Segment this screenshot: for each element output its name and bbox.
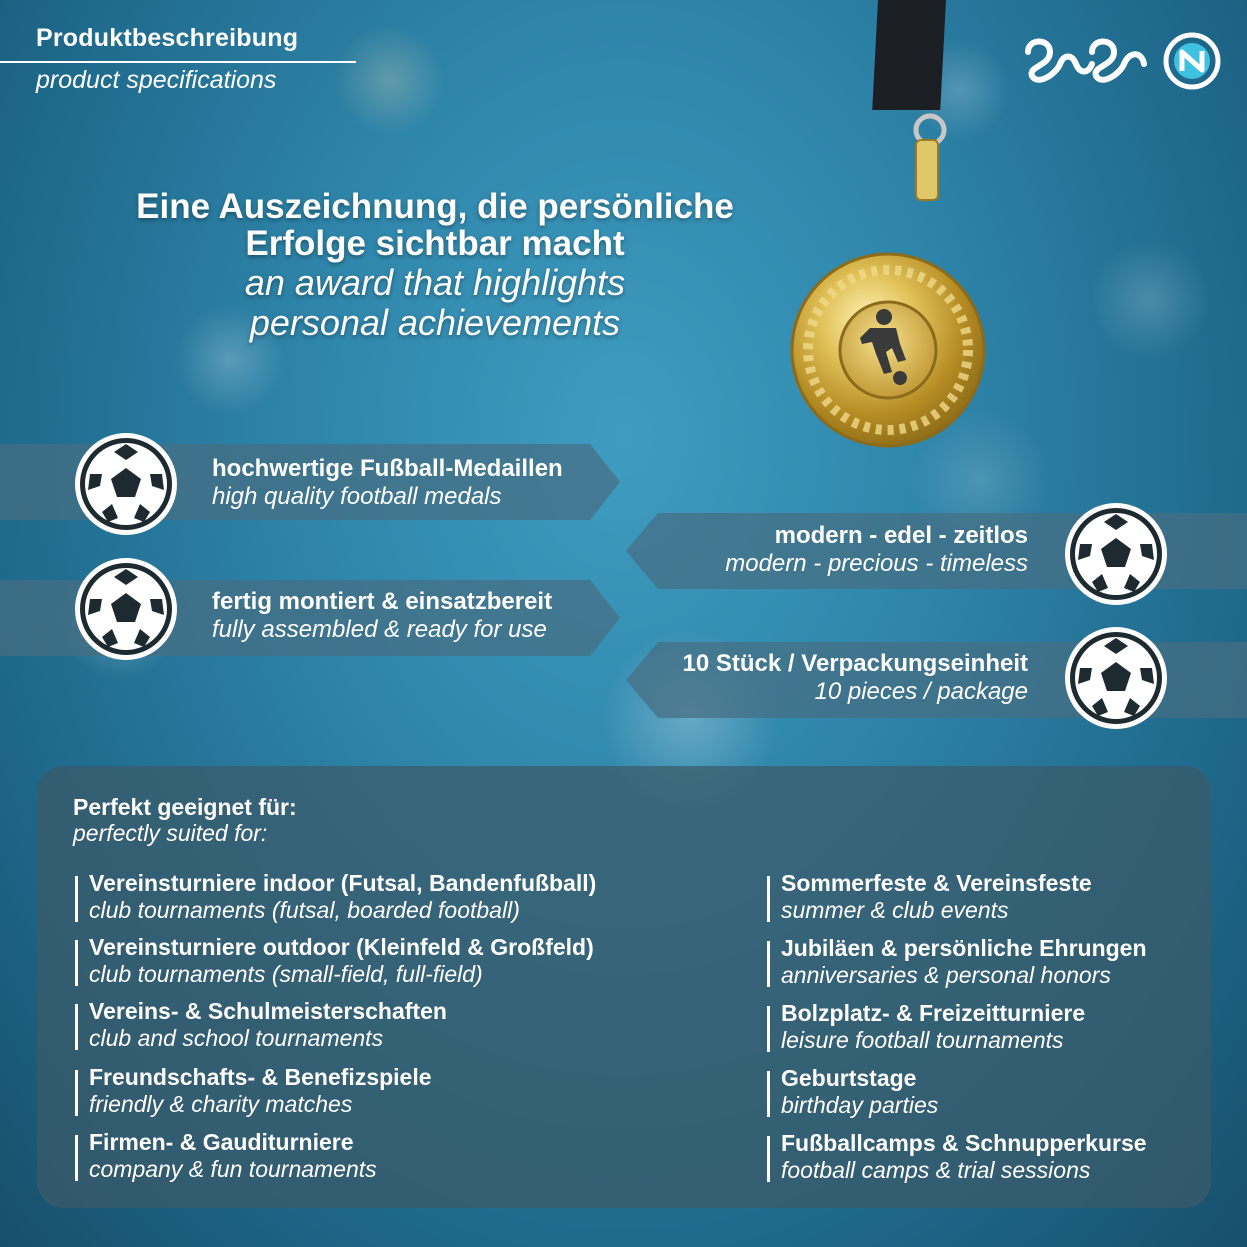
- feature-1-de: hochwertige Fußball-Medaillen: [212, 455, 563, 482]
- headline-en-line2: personal achievements: [249, 302, 621, 343]
- use-case-item: [767, 870, 1201, 924]
- use-case-en: summer & club events: [781, 897, 1009, 923]
- football-icon: [1062, 500, 1170, 608]
- use-case-en: football camps & trial sessions: [781, 1157, 1091, 1183]
- use-case-en: leisure football tournaments: [781, 1027, 1064, 1053]
- football-icon: [72, 555, 180, 663]
- use-case-item: [75, 870, 649, 924]
- use-case-item: [767, 1130, 1201, 1184]
- use-case-item: [75, 934, 649, 988]
- use-case-item: [75, 1064, 649, 1118]
- use-case-de: Freundschafts- & Benefizspiele: [89, 1064, 432, 1090]
- use-case-de: Firmen- & Gauditurniere: [89, 1129, 354, 1155]
- headline-de-line1: Eine Auszeichnung, die persönliche: [136, 187, 734, 226]
- feature-4-de: 10 Stück / Verpackungseinheit: [682, 650, 1028, 677]
- use-case-en: company & fun tournaments: [89, 1156, 377, 1182]
- use-case-de: Vereinsturniere outdoor (Kleinfeld & Großfeld): [89, 934, 594, 960]
- feature-1: [212, 455, 563, 511]
- brand-logo: [1020, 30, 1225, 92]
- use-case-de: Vereinsturniere indoor (Futsal, Bandenfußball): [89, 870, 597, 896]
- use-case-en: friendly & charity matches: [89, 1091, 353, 1117]
- suited-title-en: perfectly suited for:: [73, 820, 268, 846]
- feature-3-de: fertig montiert & einsatzbereit: [212, 588, 553, 615]
- use-case-de: Geburtstage: [781, 1065, 917, 1091]
- feature-3: [212, 588, 552, 644]
- medal-image: [788, 0, 988, 470]
- use-case-de: Fußballcamps & Schnupperkurse: [781, 1130, 1147, 1156]
- feature-2-en: modern - precious - timeless: [725, 550, 1028, 577]
- feature-4-en: 10 pieces / package: [814, 678, 1028, 705]
- header-title-en: product specifications: [36, 66, 277, 94]
- feature-3-en: fully assembled & ready for use: [212, 616, 547, 643]
- use-case-de: Sommerfeste & Vereinsfeste: [781, 870, 1092, 896]
- headline: [80, 188, 790, 342]
- feature-2: [608, 522, 1028, 578]
- feature-4: [608, 650, 1028, 706]
- football-icon: [1062, 624, 1170, 732]
- use-case-en: birthday parties: [781, 1092, 939, 1118]
- headline-de-line2: Erfolge sichtbar macht: [245, 224, 625, 263]
- use-case-item: [75, 998, 649, 1052]
- use-case-de: Bolzplatz- & Freizeitturniere: [781, 1000, 1086, 1026]
- headline-en-line1: an award that highlights: [244, 262, 626, 303]
- use-case-en: club and school tournaments: [89, 1025, 384, 1051]
- use-case-de: Jubiläen & persönliche Ehrungen: [781, 935, 1147, 961]
- header-title-de: Produktbeschreibung: [36, 24, 299, 52]
- suited-title-de: Perfekt geeignet für:: [73, 794, 297, 820]
- header-divider: [0, 61, 356, 63]
- feature-2-de: modern - edel - zeitlos: [774, 522, 1028, 549]
- suited-panel: [37, 766, 1211, 1208]
- use-case-item: [767, 1065, 1201, 1119]
- header: [0, 18, 360, 98]
- feature-1-en: high quality football medals: [212, 483, 502, 510]
- use-case-en: club tournaments (small-field, full-field): [89, 961, 483, 987]
- use-case-en: anniversaries & personal honors: [781, 962, 1111, 988]
- use-case-de: Vereins- & Schulmeisterschaften: [89, 998, 447, 1024]
- use-case-item: [75, 1129, 649, 1183]
- use-case-item: [767, 1000, 1201, 1054]
- use-case-en: club tournaments (futsal, boarded football): [89, 897, 520, 923]
- use-case-item: [767, 935, 1201, 989]
- football-icon: [72, 430, 180, 538]
